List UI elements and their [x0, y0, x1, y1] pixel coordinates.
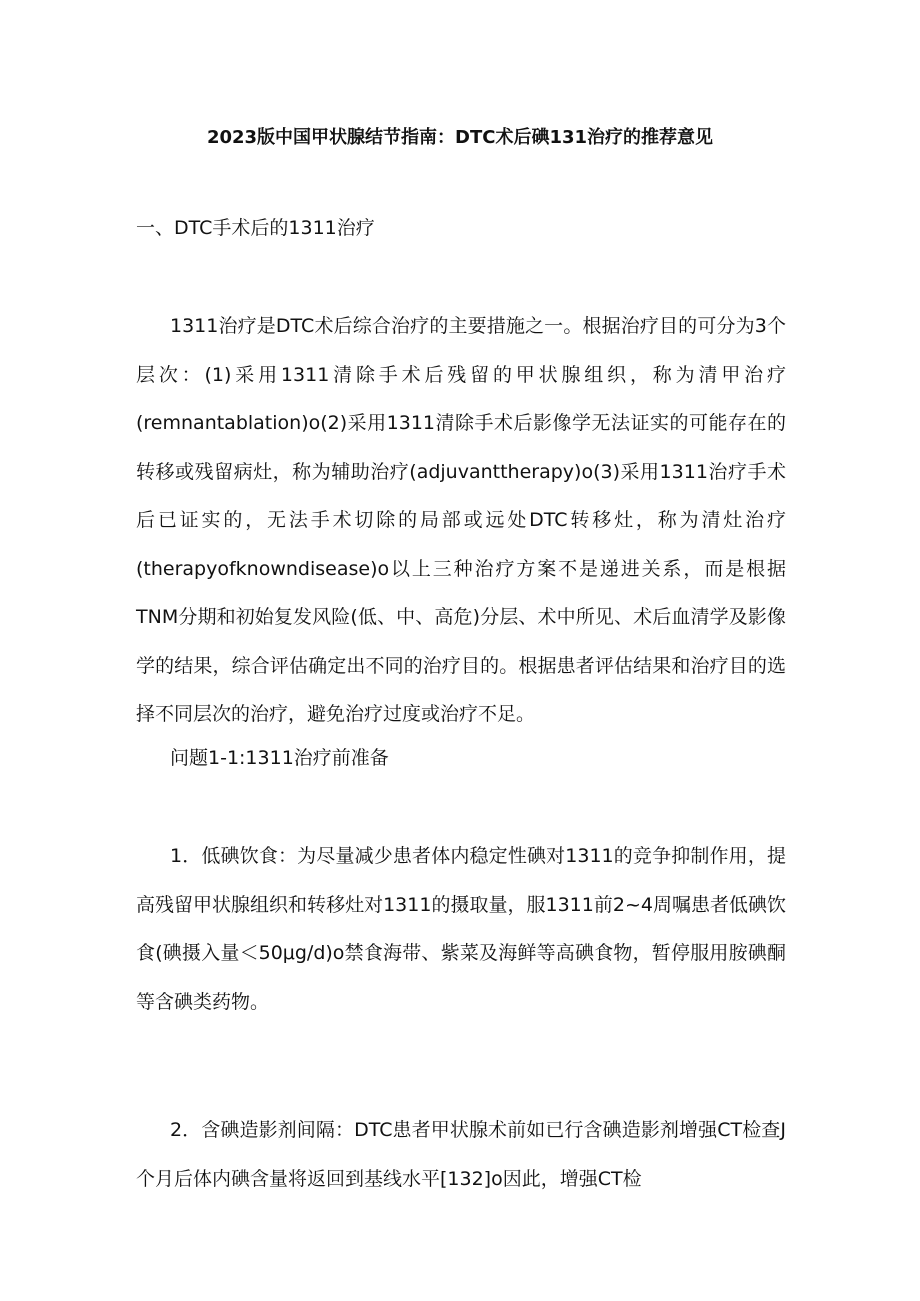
section-heading: 一、DTC手术后的1311治疗: [136, 217, 375, 239]
paragraph-low-iodine-diet: 1．低碘饮食：为尽量减少患者体内稳定性碘对1311的竞争抑制作用，提高残留甲状腺组织和转移灶对1311的摄取量，服1311前2~4周嘱患者低碘饮食(碘摄入量＜50μg∕d)o禁食海带、紫菜及海鲜等高碘食物，暂停服用胺碘酮等含碘类药物。: [136, 845, 786, 1013]
paragraph-contrast-interval: 2．含碘造影剂间隔：DTC患者甲状腺术前如已行含碘造影剂增强CT检查J个月后体内碘含量将返回到基线水平[132]o因此，增强CT检: [136, 1119, 786, 1190]
question-heading: 问题1-1:1311治疗前准备: [170, 747, 389, 769]
paragraph-treatment-levels: 1311治疗是DTC术后综合治疗的主要措施之一。根据治疗目的可分为3个层次：(1)采用1311清除手术后残留的甲状腺组织，称为清甲治疗(remnantablation)o(2)采用1311清除手术后影像学无法证实的可能存在的转移或残留病灶，称为辅助治疗(adjuvanttherapy)o(3)采用1311治疗手术后已证实的，无法手术切除的局部或远处DTC转移灶，称为清灶治疗(therapyofknowndisease)o以上三种治疗方案不是递进关系，而是根据TNM分期和初始复发风险(低、中、高危)分层、术中所见、术后血清学及影像学的结果，综合评估确定出不同的治疗目的。根据患者评估结果和治疗目的选择不同层次的治疗，避免治疗过度或治疗不足。: [136, 315, 786, 725]
document-title: 2023版中国甲状腺结节指南：DTC术后碘131治疗的推荐意见: [206, 127, 714, 148]
